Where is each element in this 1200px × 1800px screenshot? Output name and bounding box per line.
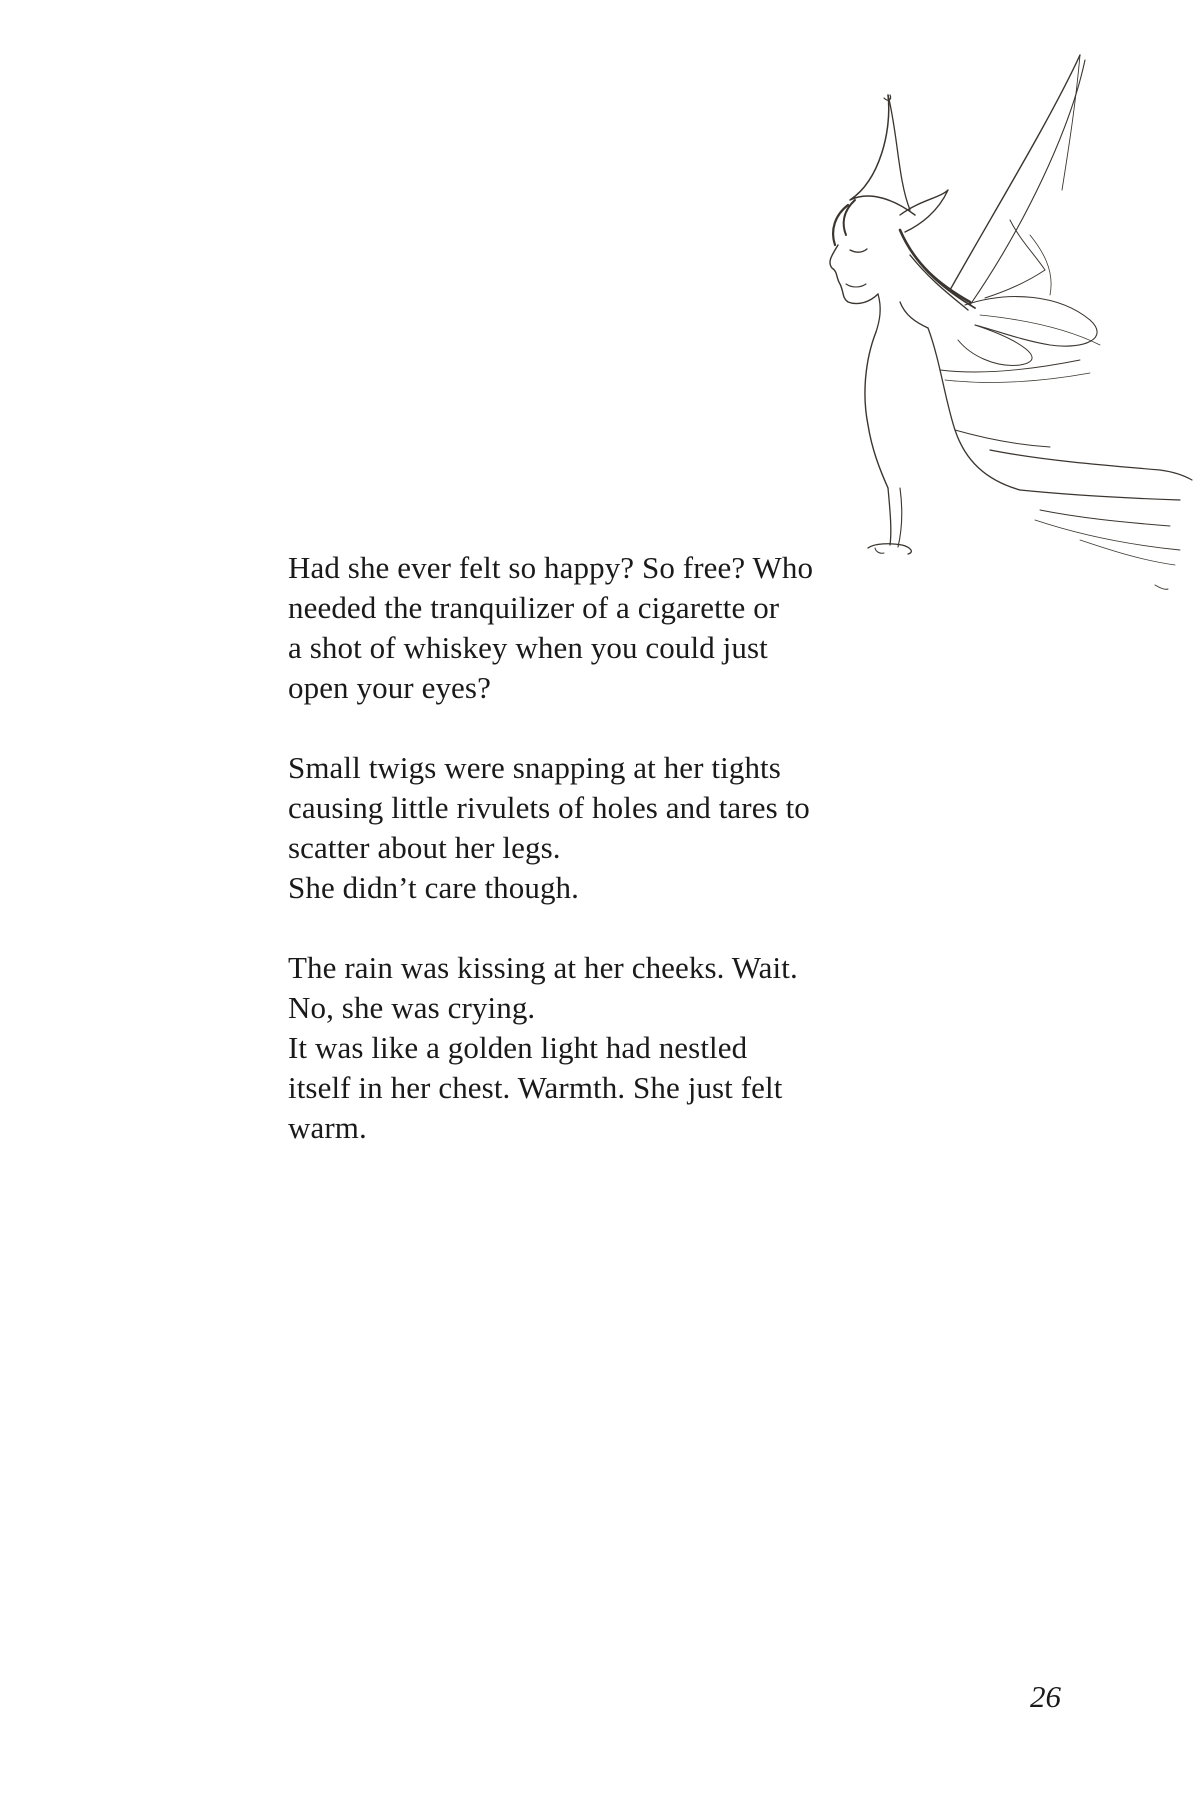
text-line: a shot of whiskey when you could just xyxy=(288,630,768,665)
text-line: Small twigs were snapping at her tights xyxy=(288,750,781,785)
paragraph-2 xyxy=(288,748,928,908)
text-line: scatter about her legs. xyxy=(288,830,561,865)
text-line: itself in her chest. Warmth. She just felt xyxy=(288,1070,783,1105)
paragraph-1 xyxy=(288,548,928,708)
text-line: Had she ever felt so happy? So free? Who xyxy=(288,550,814,585)
page-number: 26 xyxy=(1030,1679,1061,1714)
text-line: The rain was kissing at her cheeks. Wait. xyxy=(288,950,798,985)
paragraph-3 xyxy=(288,948,928,1148)
text-line: It was like a golden light had nestled xyxy=(288,1030,748,1065)
text-line: She didn’t care though. xyxy=(288,870,580,905)
text-line: needed the tranquilizer of a cigarette or xyxy=(288,590,780,625)
fairy-sketch-icon xyxy=(780,40,1200,620)
text-line: warm. xyxy=(288,1110,367,1145)
text-line: causing little rivulets of holes and tares to xyxy=(288,790,810,825)
text-line: No, she was crying. xyxy=(288,990,536,1025)
text-line: open your eyes? xyxy=(288,670,491,705)
story-text xyxy=(288,548,928,1188)
